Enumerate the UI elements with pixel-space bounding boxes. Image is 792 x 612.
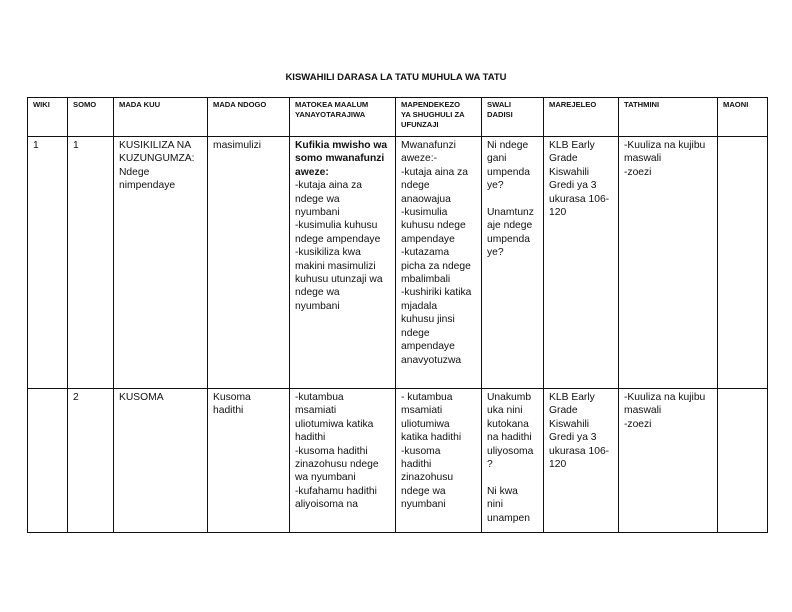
cell-marejeleo: KLB Early Grade Kiswahili Gredi ya 3 ukurasa 106- 120 [544,389,619,533]
cell-mada-kuu: KUSIKILIZA NA KUZUNGUMZA: Ndege nimpendaye [114,137,208,389]
cell-mapendekezo: - kutambua msamiati uliotumiwa katika hadithi -kusoma hadithi zinazohusu ndege wa nyumbani [396,389,482,533]
cell-mada-ndogo: masimulizi [208,137,290,389]
cell-mada-kuu: KUSOMA [114,389,208,533]
header-mada-ndogo: MADA NDOGO [208,98,290,137]
cell-tathmini: -Kuuliza na kujibu maswali -zoezi [619,137,718,389]
header-mada-kuu: MADA KUU [114,98,208,137]
cell-mapendekezo: Mwanafunzi aweze:- -kutaja aina za ndege anaowajua -kusimulia kuhusu ndege ampendaye -kutazama picha za ndege mbalimbali -kushiriki katika mjadala kuhusu jinsi ndege ampendaye anavyotuzwa [396,137,482,389]
header-swali-dadisi: SWALI DADISI [482,98,544,137]
cell-matokea [290,137,396,389]
table-row [28,389,768,533]
cell-wiki [28,389,68,533]
matokea-text: -kutaja aina za ndege wa nyumbani -kusimulia kuhusu ndege ampendaye -kusikiliza kwa makini masimulizi kuhusu utunzaji wa ndege wa nyumbani [295,180,383,312]
cell-marejeleo: KLB Early Grade Kiswahili Gredi ya 3 ukurasa 106- 120 [544,137,619,389]
cell-mada-ndogo: Kusoma hadithi [208,389,290,533]
cell-maoni [718,137,768,389]
cell-swali-dadisi: Ni ndege gani umpenda ye? Unamtunz aje ndege umpenda ye? [482,137,544,389]
header-marejeleo: MAREJELEO [544,98,619,137]
header-maoni: MAONI [718,98,768,137]
header-tathmini: TATHMINI [619,98,718,137]
cell-wiki: 1 [28,137,68,389]
header-matokea: MATOKEA MAALUM YANAYOTARAJIWA [290,98,396,137]
cell-somo: 1 [68,137,114,389]
cell-swali-dadisi: Unakumb uka nini kutokana na hadithi uliyosoma ? Ni kwa nini unampen [482,389,544,533]
matokea-intro: Kufikia mwisho wa somo mwanafunzi aweze: [295,140,388,178]
header-wiki: WIKI [28,98,68,137]
header-row [28,98,768,137]
cell-matokea: -kutambua msamiati uliotumiwa katika hadithi -kusoma hadithi zinazohusu ndege wa nyumbani -kufahamu hadithi aliyoisoma na [290,389,396,533]
header-somo: SOMO [68,98,114,137]
table-row [28,137,768,389]
document-title: KISWAHILI DARASA LA TATU MUHULA WA TATU [285,72,507,83]
header-mapendekezo: MAPENDEKEZO YA SHUGHULI ZA UFUNZAJI [396,98,482,137]
cell-tathmini: -Kuuliza na kujibu maswali -zoezi [619,389,718,533]
cell-maoni [718,389,768,533]
scheme-of-work-table [27,97,768,533]
cell-somo: 2 [68,389,114,533]
